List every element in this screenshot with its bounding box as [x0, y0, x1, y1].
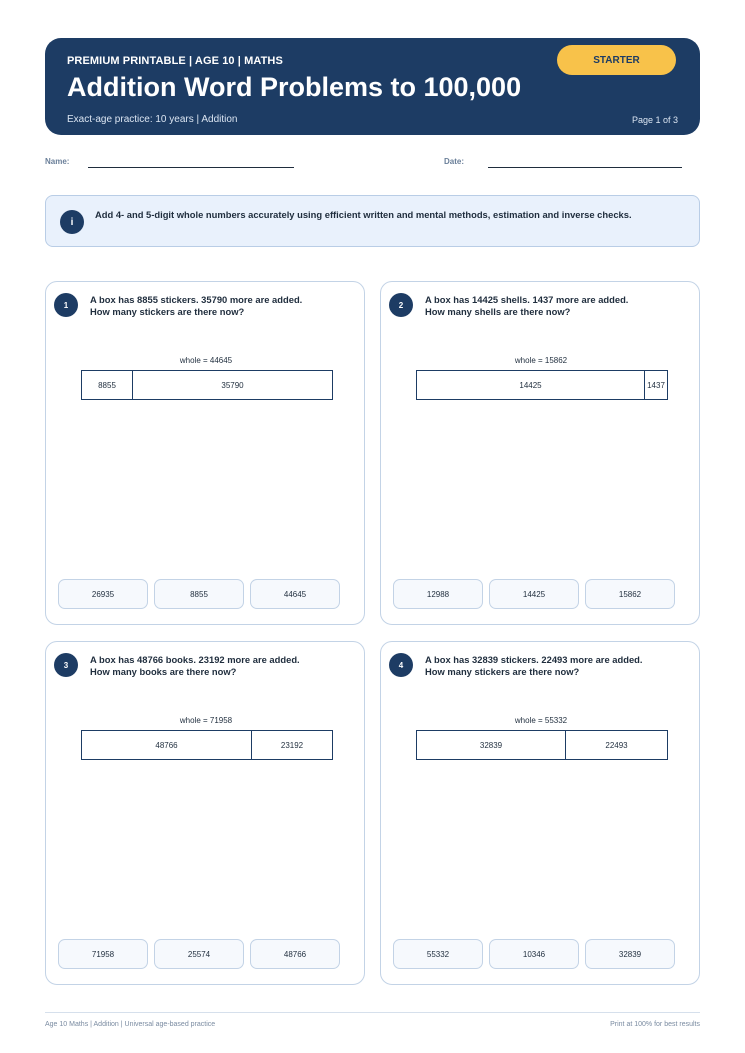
bar-model-part: 1437	[644, 371, 667, 399]
objective-text: Add 4- and 5-digit whole numbers accurately using efficient written and mental methods, estimation and inverse checks.	[95, 209, 632, 220]
bar-model-part: 32839	[479, 740, 503, 750]
answer-choices	[58, 939, 340, 969]
answer-choice[interactable]: 14425	[489, 579, 579, 609]
question-line: How many stickers are there now?	[425, 666, 580, 677]
header-subtitle: Exact-age practice: 10 years | Addition	[67, 114, 238, 125]
answer-choice[interactable]: 15862	[585, 579, 675, 609]
footer-left: Age 10 Maths | Addition | Universal age-based practice	[45, 1021, 216, 1028]
bar-model	[416, 370, 668, 400]
question-line: How many shells are there now?	[425, 306, 571, 317]
page-number: Page 1 of 3	[631, 115, 678, 125]
footer-divider	[45, 1012, 700, 1013]
footer-right: Print at 100% for best results	[610, 1021, 700, 1028]
problem-number: 1	[54, 293, 78, 317]
bar-model-part: 48766	[155, 740, 178, 750]
problem-number: 3	[54, 653, 78, 677]
bar-model	[81, 370, 333, 400]
problem-question	[425, 294, 690, 318]
bar-model-whole-label: whole = 15862	[514, 356, 568, 365]
problem-number: 4	[389, 653, 413, 677]
question-line: A box has 8855 stickers. 35790 more are added.	[90, 294, 303, 305]
answer-choice[interactable]: 25574	[154, 939, 244, 969]
question-line: A box has 14425 shells. 1437 more are added.	[425, 294, 629, 305]
answer-choices	[393, 939, 675, 969]
bar-model-part: 23192	[251, 731, 332, 759]
answer-choice[interactable]: 48766	[250, 939, 340, 969]
answer-choices	[393, 579, 675, 609]
problem-question	[90, 654, 355, 678]
header-kicker: PREMIUM PRINTABLE | AGE 10 | MATHS	[67, 55, 283, 67]
question-line: How many books are there now?	[90, 666, 237, 677]
answer-choice[interactable]: 71958	[58, 939, 148, 969]
info-icon: i	[60, 210, 84, 234]
problem-question	[425, 654, 690, 678]
level-badge: STARTER	[557, 45, 676, 75]
bar-model-part: 35790	[132, 371, 332, 399]
problem-question	[90, 294, 355, 318]
question-line: How many stickers are there now?	[90, 306, 245, 317]
problem-card	[45, 641, 365, 985]
page-title: Addition Word Problems to 100,000	[67, 72, 522, 102]
answer-choice[interactable]: 12988	[393, 579, 483, 609]
answer-choice[interactable]: 8855	[154, 579, 244, 609]
name-label: Name:	[45, 157, 70, 166]
question-line: A box has 32839 stickers. 22493 more are added.	[425, 654, 643, 665]
bar-model-whole-label: whole = 55332	[514, 716, 568, 725]
answer-choice[interactable]: 55332	[393, 939, 483, 969]
bar-model-part: 8855	[98, 380, 116, 390]
bar-model	[81, 730, 333, 760]
bar-model-part: 22493	[565, 731, 667, 759]
bar-model-part: 14425	[519, 380, 542, 390]
name-field[interactable]	[88, 167, 294, 168]
answer-choice[interactable]: 44645	[250, 579, 340, 609]
bar-model-whole-label: whole = 71958	[179, 716, 233, 725]
date-field[interactable]	[488, 167, 682, 168]
bar-model-whole-label: whole = 44645	[179, 356, 233, 365]
problem-card	[45, 281, 365, 625]
date-label: Date:	[444, 157, 465, 166]
learning-objective-box	[45, 195, 700, 247]
answer-choice[interactable]: 10346	[489, 939, 579, 969]
bar-model	[416, 730, 668, 760]
problem-card	[380, 641, 700, 985]
answer-choices	[58, 579, 340, 609]
answer-choice[interactable]: 32839	[585, 939, 675, 969]
worksheet-header	[45, 38, 700, 135]
question-line: A box has 48766 books. 23192 more are added.	[90, 654, 300, 665]
problem-card	[380, 281, 700, 625]
answer-choice[interactable]: 26935	[58, 579, 148, 609]
problem-number: 2	[389, 293, 413, 317]
